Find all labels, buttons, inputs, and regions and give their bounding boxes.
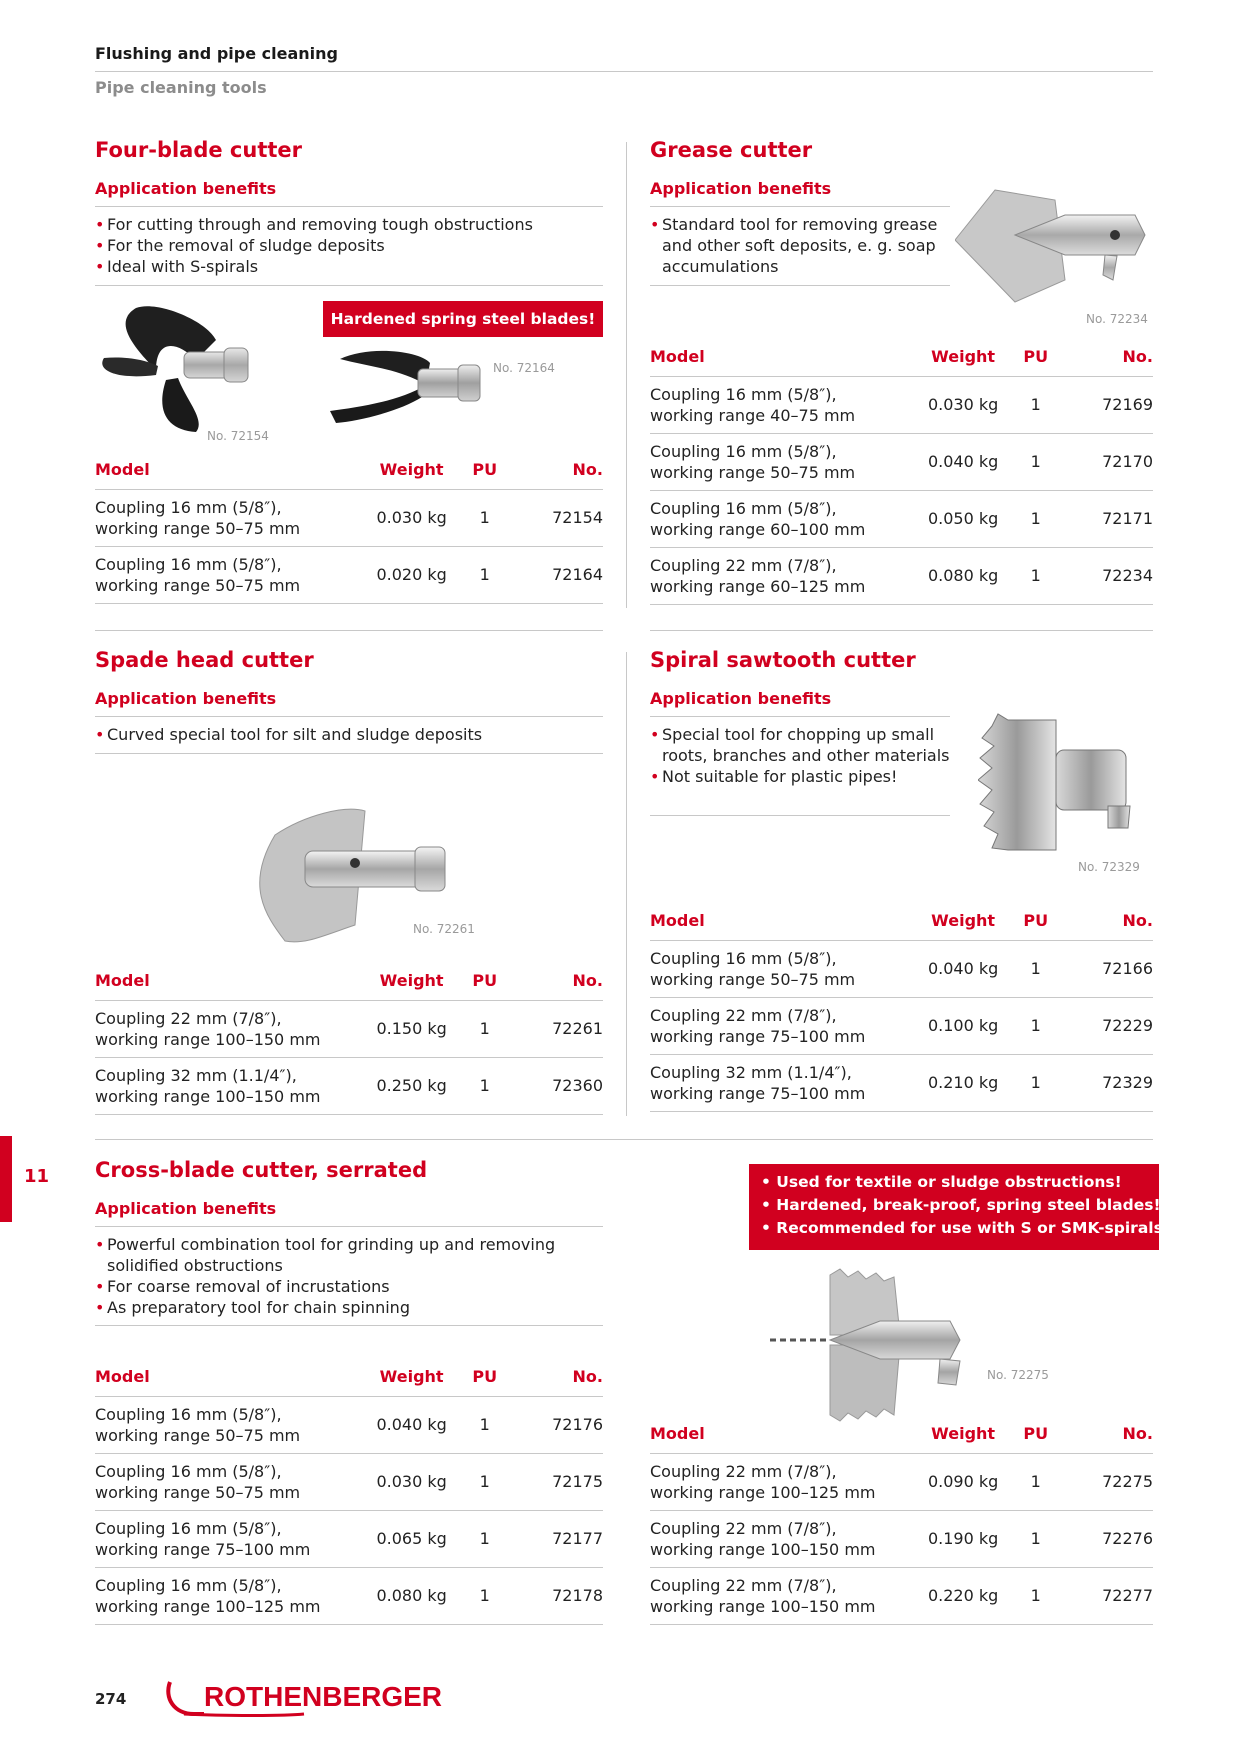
spade-benefits-list [95,724,603,745]
column-header-pu: PU [1011,338,1061,376]
header-divider [95,71,1153,72]
table-row [650,940,1153,997]
image-caption: No. 72154 [207,429,269,443]
benefit-item: • Special tool for chopping up small roots, branches and other materials [650,724,950,766]
model-cell [650,1453,915,1510]
model-line: working range 100–150 mm [650,1596,876,1616]
model-cell [650,997,915,1054]
article-number-cell: 72275 [1061,1453,1153,1510]
note-line: • Recommended for use with S or SMK-spirals! [761,1219,1170,1237]
column-header-weight: Weight [915,902,1011,940]
table-row [650,490,1153,547]
model-cell [95,1000,364,1057]
model-line: Coupling 22 mm (7/8″), [95,1008,282,1028]
spade-head-cutter-title: Spade head cutter [95,648,314,672]
model-line: working range 50–75 mm [95,575,301,595]
model-line: working range 100–150 mm [650,1539,876,1559]
section-divider [95,630,603,631]
model-cell [95,1396,364,1453]
column-header-pu: PU [460,1358,510,1396]
image-caption: No. 72261 [413,922,475,936]
table-row [95,1453,603,1510]
hardened-blades-note: Hardened spring steel blades! [323,301,603,337]
model-line: working range 100–150 mm [95,1086,321,1106]
model-line: working range 100–150 mm [95,1029,321,1049]
article-number-cell: 72171 [1061,490,1153,547]
model-cell [650,1567,915,1624]
image-caption: No. 72164 [493,361,555,375]
column-header-number: No. [1061,338,1153,376]
column-header-weight: Weight [364,451,460,489]
pu-cell: 1 [1011,1567,1061,1624]
model-line: Coupling 22 mm (7/8″), [650,555,837,575]
chapter-number: 11 [24,1166,50,1187]
model-line: working range 40–75 mm [650,405,856,425]
benefit-item: • Ideal with S-spirals [95,256,603,277]
table-row [650,997,1153,1054]
column-header-weight: Weight [915,338,1011,376]
cross-blade-notes-box [749,1164,1170,1250]
benefit-item: • Curved special tool for silt and sludge deposits [95,724,603,745]
column-header-number: No. [1061,902,1153,940]
weight-cell: 0.065 kg [364,1510,460,1567]
rothenberger-logo [164,1676,469,1718]
model-cell [95,546,364,603]
pu-cell: 1 [460,1057,510,1114]
four-blade-benefits-list [95,214,603,277]
article-number-cell: 72276 [1061,1510,1153,1567]
article-number-cell: 72229 [1061,997,1153,1054]
four-blade-product-table [95,451,603,604]
rule [95,753,603,754]
column-header-number: No. [510,451,603,489]
table-row [650,1453,1153,1510]
weight-cell: 0.090 kg [915,1453,1011,1510]
model-line: working range 75–100 mm [650,1083,866,1103]
note-line: • Used for textile or sludge obstructions! [761,1173,1122,1191]
model-cell [95,489,364,546]
article-number-cell: 72164 [510,546,603,603]
four-blade-cutter-title: Four-blade cutter [95,138,303,162]
pu-cell: 1 [460,1396,510,1453]
model-line: Coupling 32 mm (1.1/4″), [95,1065,297,1085]
page-header-subtitle: Pipe cleaning tools [95,78,267,97]
benefit-item: • Standard tool for removing grease and other soft deposits, e. g. soap accumulations [650,214,950,277]
model-cell [95,1510,364,1567]
column-header-pu: PU [1011,902,1061,940]
spade-product-table [95,962,603,1115]
column-header-model: Model [95,962,364,1000]
page-header-title: Flushing and pipe cleaning [95,44,338,63]
article-number-cell: 72170 [1061,433,1153,490]
column-divider [626,652,627,1116]
table-row [95,1057,603,1114]
spiral-sawtooth-cutter-image [978,710,1153,860]
pu-cell: 1 [460,546,510,603]
model-cell [95,1567,364,1624]
model-line: working range 100–125 mm [650,1482,876,1502]
model-cell [650,490,915,547]
pu-cell: 1 [460,1567,510,1624]
model-line: Coupling 32 mm (1.1/4″), [650,1062,852,1082]
column-header-number: No. [510,1358,603,1396]
rule [95,206,603,207]
pu-cell: 1 [460,1510,510,1567]
rule [95,716,603,717]
cross-blade-cutter-title: Cross-blade cutter, serrated [95,1158,428,1182]
article-number-cell: 72177 [510,1510,603,1567]
pu-cell: 1 [1011,1453,1061,1510]
benefit-item: • For the removal of sludge deposits [95,235,603,256]
cross-blade-product-table-right [650,1415,1153,1625]
rule [95,1226,603,1227]
model-line: working range 50–75 mm [650,969,856,989]
model-cell [650,940,915,997]
rule [650,815,950,816]
model-cell [95,1057,364,1114]
section-divider [95,1139,1153,1140]
weight-cell: 0.080 kg [364,1567,460,1624]
cross-blade-cutter-image [770,1265,990,1425]
rule [650,716,950,717]
table-row [650,376,1153,433]
pu-cell: 1 [460,1000,510,1057]
model-line: Coupling 16 mm (5/8″), [650,948,837,968]
benefit-item: • Powerful combination tool for grinding up and removing solidified obstructions [95,1234,603,1276]
model-line: Coupling 22 mm (7/8″), [650,1575,837,1595]
column-header-model: Model [650,902,915,940]
model-line: Coupling 22 mm (7/8″), [650,1005,837,1025]
model-cell [650,433,915,490]
spiral-product-table [650,902,1153,1112]
pu-cell: 1 [460,1453,510,1510]
article-number-cell: 72178 [510,1567,603,1624]
grease-benefits-heading: Application benefits [650,179,832,198]
article-number-cell: 72261 [510,1000,603,1057]
article-number-cell: 72175 [510,1453,603,1510]
chapter-tab [0,1136,12,1222]
weight-cell: 0.030 kg [364,1453,460,1510]
model-line: working range 50–75 mm [650,462,856,482]
table-row [95,1396,603,1453]
model-line: working range 50–75 mm [95,518,301,538]
pu-cell: 1 [1011,433,1061,490]
model-cell [95,1453,364,1510]
table-row [95,546,603,603]
column-header-weight: Weight [915,1415,1011,1453]
model-line: Coupling 16 mm (5/8″), [95,497,282,517]
table-row [650,547,1153,604]
pu-cell: 1 [460,489,510,546]
grease-product-table [650,338,1153,605]
pu-cell: 1 [1011,376,1061,433]
model-line: Coupling 16 mm (5/8″), [95,1518,282,1538]
four-blade-cutter-alt-image [330,345,500,435]
section-divider [650,630,1153,631]
logo-wordmark: ROTHENBERGER [204,1681,443,1712]
model-line: Coupling 16 mm (5/8″), [650,384,837,404]
table-row [95,1510,603,1567]
model-cell [650,1510,915,1567]
image-caption: No. 72275 [987,1368,1049,1382]
table-row [650,1054,1153,1111]
model-line: working range 60–100 mm [650,519,866,539]
column-header-pu: PU [1011,1415,1061,1453]
benefit-item: • Not suitable for plastic pipes! [650,766,950,787]
table-row [650,1510,1153,1567]
rule [95,1325,603,1326]
column-header-weight: Weight [364,1358,460,1396]
model-line: working range 50–75 mm [95,1482,301,1502]
note-line: • Hardened, break-proof, spring steel blades! [761,1196,1161,1214]
table-row [650,1567,1153,1624]
model-line: working range 50–75 mm [95,1425,301,1445]
weight-cell: 0.250 kg [364,1057,460,1114]
model-cell [650,376,915,433]
column-header-number: No. [510,962,603,1000]
model-line: Coupling 16 mm (5/8″), [650,498,837,518]
article-number-cell: 72360 [510,1057,603,1114]
model-line: Coupling 22 mm (7/8″), [650,1461,837,1481]
grease-cutter-image [955,180,1155,310]
weight-cell: 0.150 kg [364,1000,460,1057]
article-number-cell: 72234 [1061,547,1153,604]
four-blade-cutter-image [96,300,256,440]
column-header-model: Model [650,1415,915,1453]
model-line: working range 60–125 mm [650,576,866,596]
weight-cell: 0.100 kg [915,997,1011,1054]
cross-blade-benefits-list [95,1234,603,1318]
weight-cell: 0.080 kg [915,547,1011,604]
article-number-cell: 72176 [510,1396,603,1453]
benefit-item: • As preparatory tool for chain spinning [95,1297,603,1318]
weight-cell: 0.220 kg [915,1567,1011,1624]
image-caption: No. 72234 [1086,312,1148,326]
weight-cell: 0.030 kg [364,489,460,546]
model-line: working range 75–100 mm [650,1026,866,1046]
table-row [95,1567,603,1624]
rule [95,285,603,286]
column-divider [626,142,627,608]
model-line: Coupling 22 mm (7/8″), [650,1518,837,1538]
weight-cell: 0.040 kg [364,1396,460,1453]
grease-cutter-title: Grease cutter [650,138,813,162]
image-caption: No. 72329 [1078,860,1140,874]
model-line: Coupling 16 mm (5/8″), [95,1404,282,1424]
model-line: Coupling 16 mm (5/8″), [650,441,837,461]
spiral-sawtooth-cutter-title: Spiral sawtooth cutter [650,648,916,672]
four-blade-benefits-heading: Application benefits [95,179,277,198]
column-header-weight: Weight [364,962,460,1000]
table-row [95,1000,603,1057]
model-line: Coupling 16 mm (5/8″), [95,554,282,574]
column-header-model: Model [650,338,915,376]
cross-blade-product-table-left [95,1358,603,1625]
weight-cell: 0.040 kg [915,940,1011,997]
weight-cell: 0.040 kg [915,433,1011,490]
model-line: working range 75–100 mm [95,1539,311,1559]
page-number: 274 [95,1690,127,1708]
article-number-cell: 72169 [1061,376,1153,433]
pu-cell: 1 [1011,940,1061,997]
weight-cell: 0.020 kg [364,546,460,603]
grease-benefits-list [650,214,950,277]
pu-cell: 1 [1011,1054,1061,1111]
pu-cell: 1 [1011,997,1061,1054]
rule [650,206,950,207]
model-line: Coupling 16 mm (5/8″), [95,1575,282,1595]
benefit-item: • For coarse removal of incrustations [95,1276,603,1297]
pu-cell: 1 [1011,547,1061,604]
model-cell [650,547,915,604]
weight-cell: 0.050 kg [915,490,1011,547]
spiral-benefits-heading: Application benefits [650,689,832,708]
weight-cell: 0.210 kg [915,1054,1011,1111]
table-row [650,433,1153,490]
benefit-item: • For cutting through and removing tough obstructions [95,214,603,235]
model-cell [650,1054,915,1111]
table-row [95,489,603,546]
column-header-pu: PU [460,451,510,489]
model-line: working range 100–125 mm [95,1596,321,1616]
weight-cell: 0.030 kg [915,376,1011,433]
pu-cell: 1 [1011,1510,1061,1567]
column-header-model: Model [95,451,364,489]
column-header-model: Model [95,1358,364,1396]
column-header-pu: PU [460,962,510,1000]
article-number-cell: 72166 [1061,940,1153,997]
spiral-benefits-list [650,724,950,787]
column-header-number: No. [1061,1415,1153,1453]
article-number-cell: 72277 [1061,1567,1153,1624]
spade-benefits-heading: Application benefits [95,689,277,708]
article-number-cell: 72154 [510,489,603,546]
article-number-cell: 72329 [1061,1054,1153,1111]
model-line: Coupling 16 mm (5/8″), [95,1461,282,1481]
cross-blade-benefits-heading: Application benefits [95,1199,277,1218]
weight-cell: 0.190 kg [915,1510,1011,1567]
pu-cell: 1 [1011,490,1061,547]
rule [650,285,950,286]
